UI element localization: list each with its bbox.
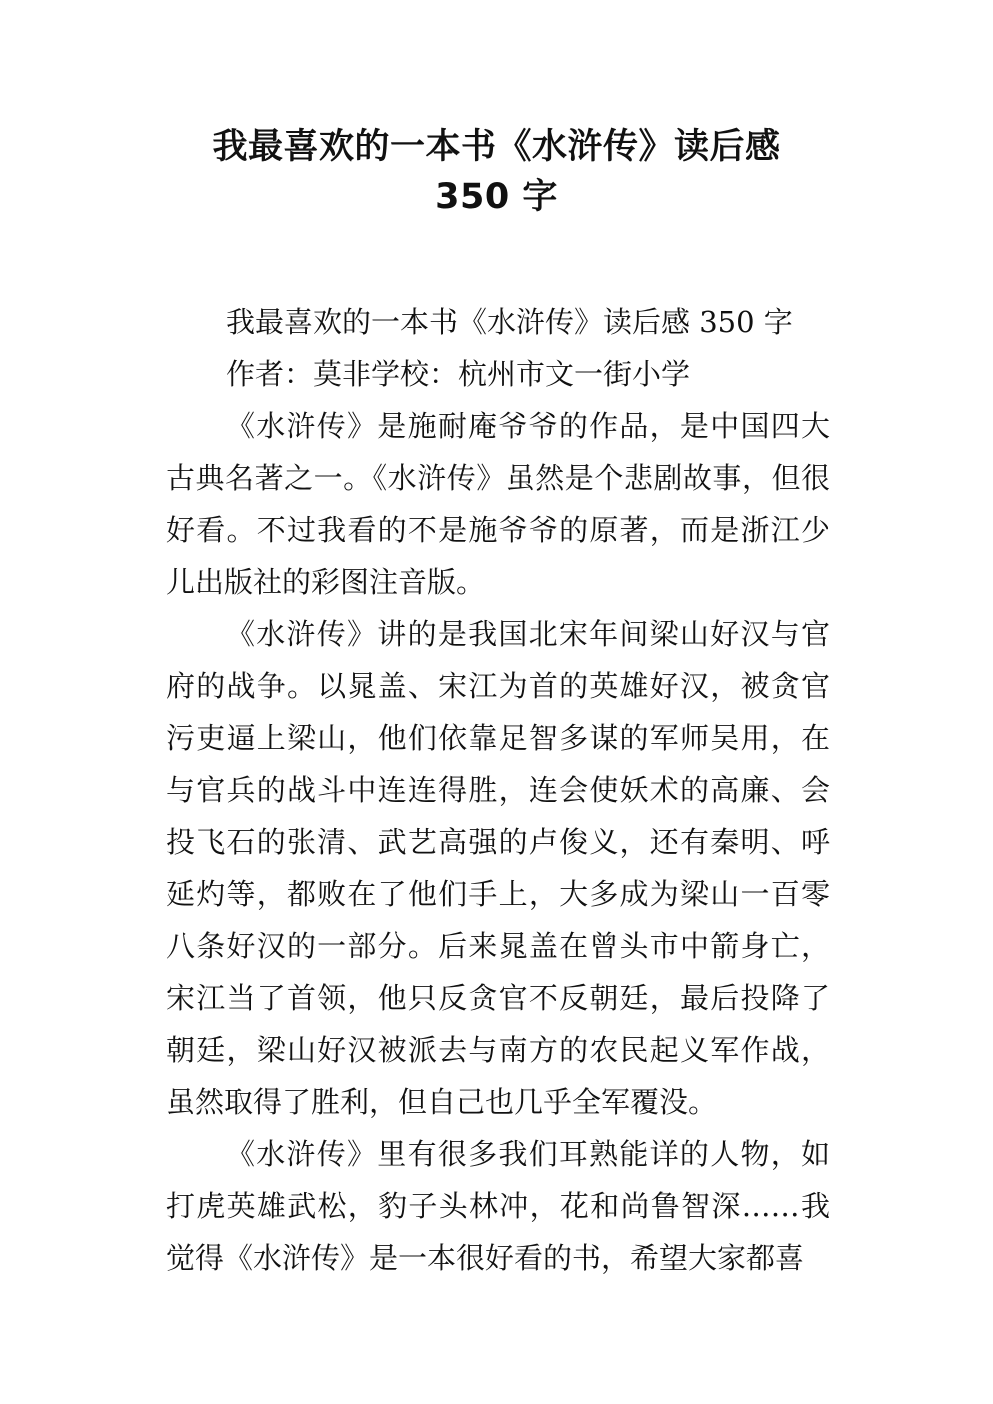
document-body — [166, 296, 830, 1284]
title-line-1: 我最喜欢的一本书《水浒传》读后感 — [212, 127, 781, 167]
body-paragraph-3: 《水浒传》里有很多我们耳熟能详的人物，如打虎英雄武松，豹子头林冲，花和尚鲁智深……我觉得《水浒传》是一本很好看的书，希望大家都喜 — [166, 1137, 830, 1275]
body-paragraph-1: 《水浒传》是施耐庵爷爷的作品，是中国四大古典名著之一。《水浒传》虽然是个悲剧故事，但很好看。不过我看的不是施爷爷的原著，而是浙江少儿出版社的彩图注音版。 — [166, 409, 830, 599]
title-line-2: 350 字 — [435, 177, 558, 217]
body-paragraph-2: 《水浒传》讲的是我国北宋年间梁山好汉与官府的战争。以晁盖、宋江为首的英雄好汉，被贪官污吏逼上梁山，他们依靠足智多谋的军师吴用，在与官兵的战斗中连连得胜，连会使妖术的高廉、会投飞石的张清、武艺高强的卢俊义，还有秦明、呼延灼等，都败在了他们手上，大多成为梁山一百零八条好汉的一部分。后来晁盖在曾头市中箭身亡，宋江当了首领，他只反贪官不反朝廷，最后投降了朝廷，梁山好汉被派去与南方的农民起义军作战，虽然取得了胜利，但自己也几乎全军覆没。 — [166, 617, 830, 1119]
author-paragraph: 作者：莫非学校：杭州市文一街小学 — [226, 357, 691, 391]
subtitle-paragraph: 我最喜欢的一本书《水浒传》读后感 350 字 — [226, 305, 793, 339]
document-title — [110, 122, 883, 222]
